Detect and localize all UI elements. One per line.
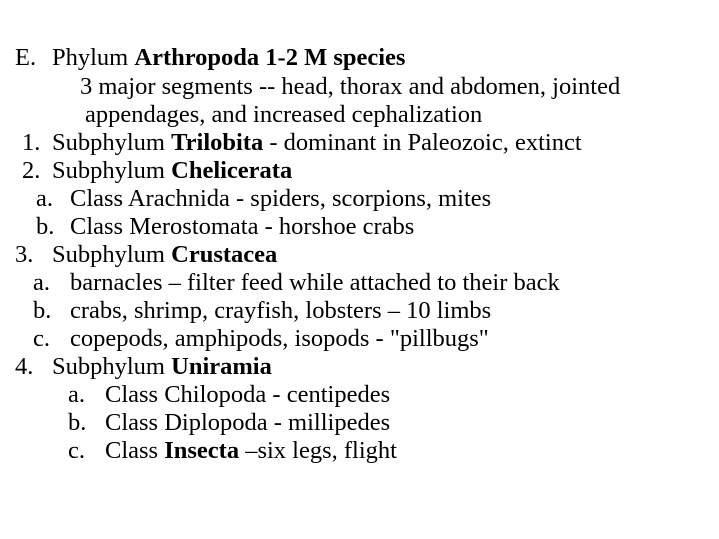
- heading-bold: Arthropoda 1-2 M species: [134, 44, 406, 71]
- sub-text: barnacles – filter feed while attached to their back: [70, 269, 560, 296]
- item-text: Subphylum Uniramia: [52, 353, 272, 380]
- sub-marker: b.: [36, 213, 55, 240]
- sub-text: copepods, amphipods, isopods - "pillbugs": [70, 325, 489, 352]
- sub-marker: b.: [33, 297, 52, 324]
- sub-text: Class Chilopoda - centipedes: [105, 381, 391, 408]
- item-marker: 4.: [15, 353, 34, 380]
- sub-text: Class Merostomata - horshoe crabs: [70, 213, 415, 240]
- item-marker: 1.: [22, 129, 41, 156]
- sub-marker: c.: [68, 437, 85, 464]
- sub-marker: c.: [33, 325, 50, 352]
- sub-text: Class Diplopoda - millipedes: [105, 409, 391, 436]
- sub-marker: b.: [68, 409, 87, 436]
- sub-marker: a.: [68, 381, 85, 408]
- sub-text: Class Arachnida - spiders, scorpions, mites: [70, 185, 492, 212]
- sub-marker: a.: [36, 185, 53, 212]
- item-marker: 3.: [15, 241, 34, 268]
- item-marker: 2.: [22, 157, 41, 184]
- description-line-1: 3 major segments -- head, thorax and abdomen, jointed: [80, 73, 621, 100]
- item-text: Subphylum Chelicerata: [52, 157, 293, 184]
- heading-marker: E.: [15, 44, 37, 71]
- sub-marker: a.: [33, 269, 50, 296]
- item-text: Subphylum Trilobita - dominant in Paleozoic, extinct: [52, 129, 582, 156]
- item-text: Subphylum Crustacea: [52, 241, 278, 268]
- heading-text: Phylum Arthropoda 1-2 M species: [52, 44, 406, 71]
- sub-text: crabs, shrimp, crayfish, lobsters – 10 limbs: [70, 297, 492, 324]
- sub-text: Class Insecta –six legs, flight: [105, 437, 397, 464]
- description-line-2: appendages, and increased cephalization: [85, 101, 483, 128]
